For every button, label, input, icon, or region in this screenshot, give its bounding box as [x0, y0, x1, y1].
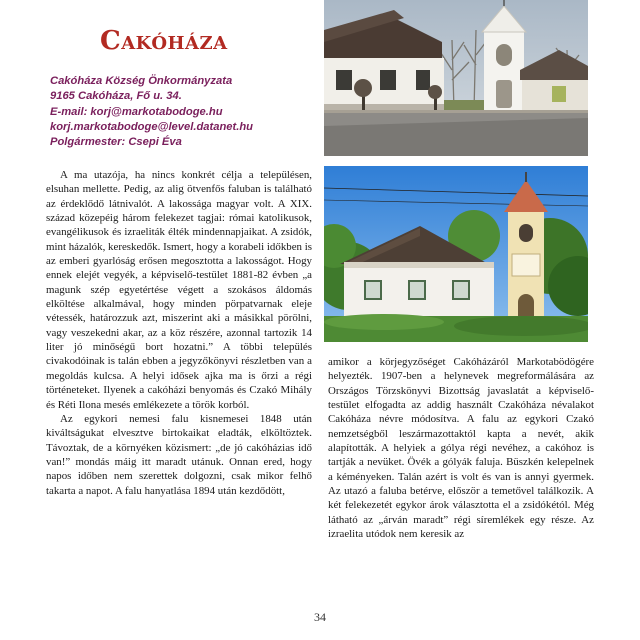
- paragraph-continued: amikor a körjegyzőséget Cakóházáról Markotabödögére helyezték. 1907-ben a helynevek megreformálására az Országos Törzskönyvi Bizottság javaslatát a képviselő-testület elfogadta az addig használt Czakóháza névalakot Cakóháza névre módosítva. A falu az egykori Czakó nemzetségből leszármazottaktól kapta a nevét, akik alapították. A helyiek a gólya régi nevéhez, a cakóhoz is tartják a nevüket. Övék a gólyák faluja. Büszkén kelepelnek a kéményeken. Talán azért is volt és van is annyi gyermek. Az utazó a faluba betérve, először a temetővel találkozik. A két felekezetét egykor árok választotta el a zsidókétól. Még látható az „árván maradt” régi síremlékek egy része. Az izraelita utódok nem keresik az: [328, 356, 594, 541]
- contact-office: Cakóháza Község Önkormányzata: [50, 75, 233, 87]
- photo-bell-tower: [324, 166, 588, 342]
- page-number: 34: [314, 610, 326, 624]
- photo-village-street: [324, 0, 588, 156]
- paragraph: Az egykori nemesi falu kisnemesei 1848 után kiváltságukat elvesztve birtokaikat eladták, elköltöztek. Távoztak, de a környéken közismert: „de jó cakóházias idő van!” mondás máig itt maradt utánuk. Onnan ered, hogy napos időben nem szerettek dolgozni, csak mikor felhő takarta a napot. A falu hanyatlása 1894 után kezdődött,: [46, 412, 312, 497]
- text-column-right: [328, 355, 594, 541]
- contact-block: [50, 74, 312, 150]
- contact-email-2: korj.markotabodoge@level.datanet.hu: [50, 120, 254, 133]
- contact-address: 9165 Cakóháza, Fő u. 34.: [50, 90, 182, 103]
- paragraph: A ma utazója, ha nincs konkrét célja a településen, elsuhan mellette. Pedig, az alig ötvenfős faluban is található az érdeklődő látnivalót. A lakossága magyar volt. A XIX. század közepéig három felekezet tagjai: római katolikusok, evangélikusok és izraeliták élték mindennapjaikat. A zsidók, mint házalók, kereskedők. Ismert, hogy a korabeli időkben is az emberi gyarlóság erősen megosztotta a lakosságot. Hogy ennek elejét vegyék, a képviselő-testület 1881-82 évben „a magunk szép egyetértése végett a szokásos áldomás elköltése alkalmával, hogy minden pörpatvarnak eleje vétessék, határozzuk azt, miszerint aki a másikkal pörölni, vagy veszekedni akar, az a köz részére, azonnal tartozik 14 liter jó minőségű bort hozatni.” A többi település civakodóinak is talán ebben a jegyzőkönyvi részletben van a megoldás kulcsa. A helyi idősek ajka ma is őrzi a régi történeteket. Ilyenek a cakóházi benyomás és Czakó Mihály és Réti Ilona mesés emlékezete a török korból.: [46, 169, 312, 411]
- contact-mayor: Polgármester: Csepi Éva: [50, 136, 182, 149]
- text-column-left: [46, 168, 312, 498]
- page-title: Cakóháza: [100, 26, 228, 56]
- contact-email: E-mail: korj@markotabodoge.hu: [50, 105, 223, 118]
